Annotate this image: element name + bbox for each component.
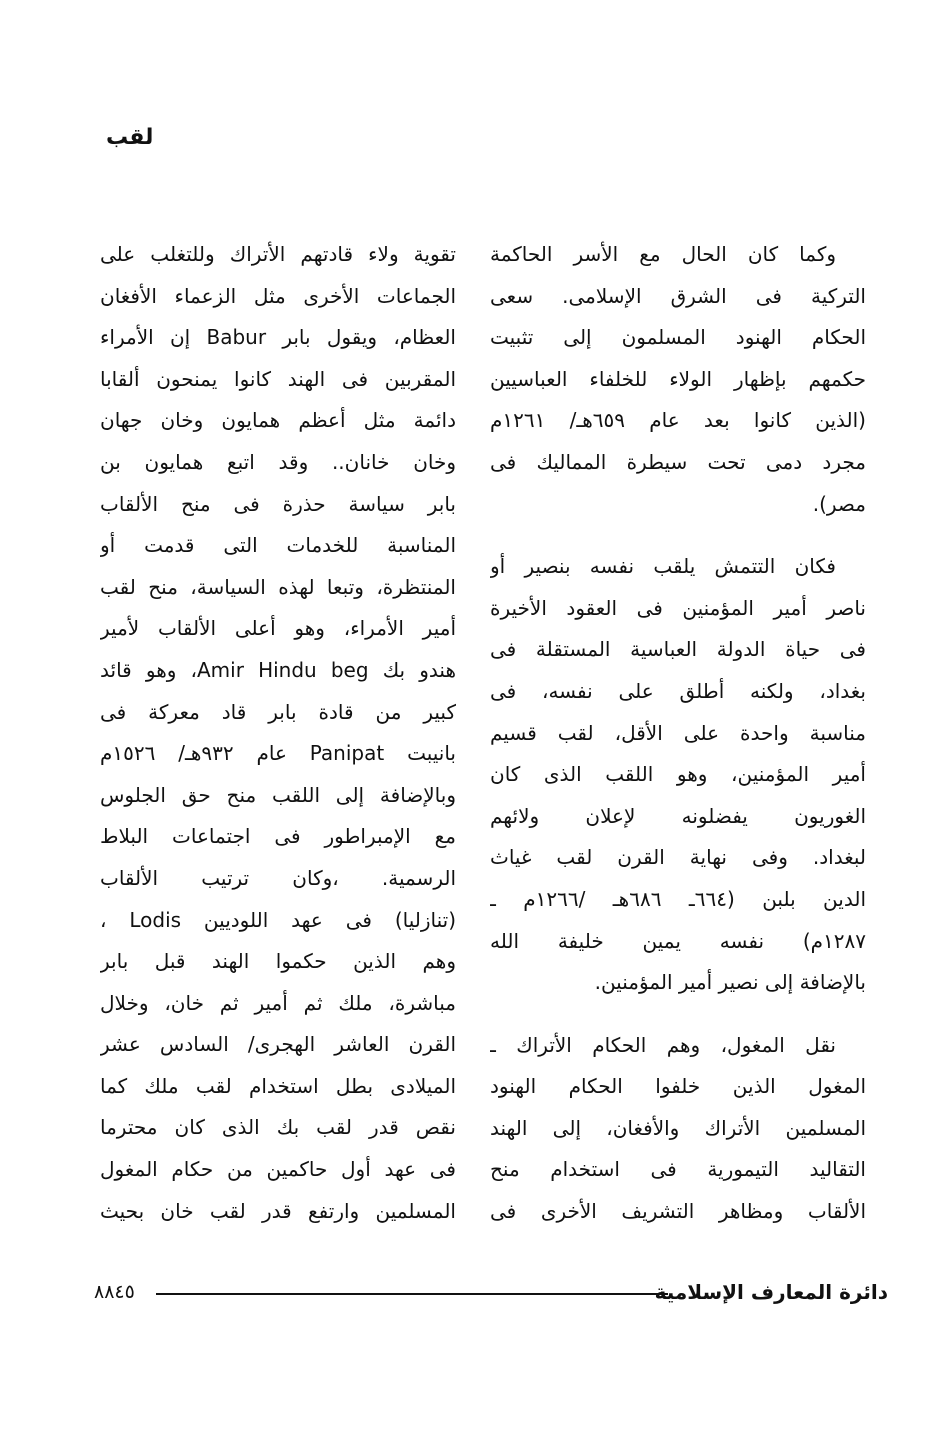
- text-line: فى عهد أول حاكمين من حكام المغول: [100, 1157, 456, 1182]
- footer-publication-title: دائرة المعارف الإسلامية: [654, 1280, 888, 1304]
- text-line: العظام، ويقول بابر Babur إن الأمراء: [100, 325, 456, 350]
- text-line: الدين بلبن (٦٦٤ـ ٦٨٦هـ /١٢٦٦م ـ: [490, 886, 866, 911]
- text-line: المغول الذين خلفوا الحكام الهنود: [490, 1074, 866, 1099]
- text-line: القرن العاشر الهجرى/ السادس عشر: [100, 1032, 456, 1057]
- text-line: أمير الأمراء، وهو أعلى الألقاب لأمير: [100, 616, 456, 641]
- text-line: فى حياة الدولة العباسية المستقلة فى: [490, 637, 866, 662]
- text-line: فكان التتمش يلقب نفسه بنصير أو: [490, 554, 836, 579]
- paragraph: [100, 234, 456, 1232]
- text-line: وكما كان الحال مع الأسر الحاكمة: [490, 242, 836, 266]
- right-column: [490, 234, 866, 1233]
- text-line: مناسبة واحدة على الأقل، لقب قسيم: [490, 720, 866, 745]
- text-line: نقص قدر لقب بك الذى كان محترما: [100, 1115, 456, 1140]
- text-line: الألقاب ومظاهر التشريف الأخرى فى: [490, 1199, 866, 1224]
- text-line: وبالإضافة إلى اللقب منح حق الجلوس: [100, 782, 456, 807]
- text-line: المنتظرة، وتبعا لهذه السياسة، منح لقب: [100, 574, 456, 599]
- text-line: بانيبت Panipat عام ٩٣٢هـ/ ١٥٢٦م: [100, 741, 456, 766]
- paragraph: [490, 234, 866, 525]
- paragraph: [490, 1025, 866, 1233]
- text-line: التقاليد التيمورية فى استخدام منح: [490, 1157, 866, 1182]
- text-line: (تنازليا) فى عهد اللوديين Lodis ،: [100, 907, 456, 932]
- text-line: بالإضافة إلى نصير أمير المؤمنين.: [594, 970, 866, 995]
- text-line: المسلمين وارتفع قدر لقب خان بحيث: [100, 1198, 456, 1223]
- running-head: لقب: [106, 125, 154, 150]
- text-line: دائمة مثل أعظم همايون وخان جهان: [100, 408, 456, 433]
- text-line: بغداد، ولكنه أطلق على نفسه، فى: [490, 678, 866, 703]
- text-line: الميلادى بطل استخدام لقب ملك كما: [100, 1073, 456, 1098]
- text-line: وهم الذين حكموا الهند قبل بابر: [100, 949, 456, 974]
- text-line: الحكام الهنود المسلمون إلى تثبيت: [490, 325, 866, 350]
- text-line: كبير من قادة بابر قاد معركة فى: [100, 699, 456, 724]
- text-line: هندو بك Amir Hindu beg، وهو قائد: [100, 657, 456, 682]
- text-line: مع الإمبراطور فى اجتماعات البلاط: [100, 824, 456, 849]
- text-line: ناصر أمير المؤمنين فى العقود الأخيرة: [490, 595, 866, 620]
- text-line: أمير المؤمنين، وهو اللقب الذى كان: [490, 762, 866, 787]
- text-line: الجماعات الأخرى مثل الزعماء الأفغان: [100, 283, 456, 308]
- text-line: المسلمين الأتراك والأفغان، إلى الهند: [490, 1115, 866, 1140]
- text-line: مصر).: [812, 491, 866, 516]
- text-line: حكمهم بإظهار الولاء للخلفاء العباسيين: [490, 366, 866, 391]
- text-line: الرسمية. ،وكان ترتيب الألقاب: [100, 865, 456, 890]
- text-line: ١٢٨٧م) نفسه يمين خليفة الله: [490, 928, 866, 953]
- text-line: المناسبة للخدمات التى قدمت أو: [100, 533, 456, 558]
- text-line: بابر سياسة حذرة فى منح الألقاب: [100, 491, 456, 516]
- left-column: [100, 234, 456, 1232]
- text-line: الغوريون يفضلونه لإعلان ولائهم: [490, 803, 866, 828]
- text-line: وخان خانان.. وقد اتبع همايون بن: [100, 449, 456, 474]
- page-number: ٨٨٤٥: [94, 1281, 135, 1303]
- paragraph: [490, 546, 866, 1004]
- text-line: لبغداد. وفى نهاية القرن لقب غياث: [490, 845, 866, 870]
- text-line: (الذين كانوا بعد عام ٦٥٩هـ/ ١٢٦١م: [490, 408, 866, 433]
- text-line: المقربين فى الهند كانوا يمنحون ألقابا: [100, 366, 456, 391]
- text-line: التركية فى الشرق الإسلامى. سعى: [490, 283, 866, 308]
- text-line: مجرد دمى تحت سيطرة المماليك فى: [490, 449, 866, 474]
- text-line: مباشرة، ملك ثم أمير ثم خان، وخلال: [100, 990, 456, 1015]
- text-line: نقل المغول، وهم الحكام الأتراك ـ: [490, 1032, 836, 1057]
- footer-rule: [156, 1293, 668, 1295]
- text-line: تقوية ولاء قادتهم الأتراك وللتغلب على: [100, 242, 456, 266]
